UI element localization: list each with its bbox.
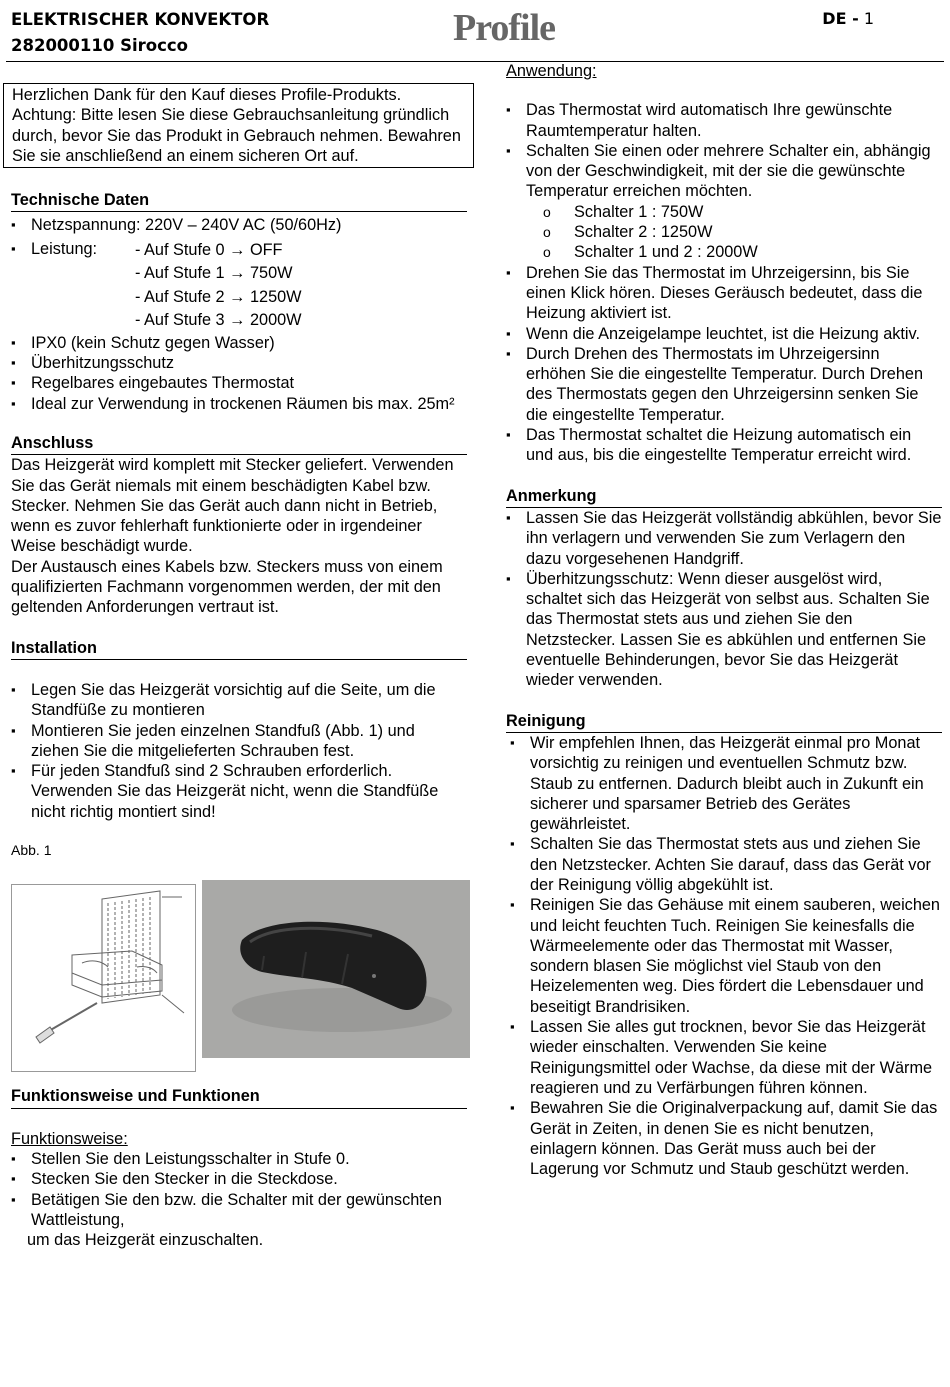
figure-1 [11, 874, 467, 1066]
arrow-right-icon: → [229, 287, 246, 306]
installation-heading: Installation [11, 638, 467, 660]
list-item: ▪ Schalten Sie einen oder mehrere Schalter ein, abhängig von der Geschwindigkeit, mit der sie die gewünschte Temperatur erreichen möchten. o Schalter 1 : 750W o Schalter 2 : 1250W o Schalter 1 und 2 : 2000W [506, 141, 942, 263]
anmerkung-heading: Anmerkung [506, 486, 942, 508]
switch-item: o Schalter 1 und 2 : 2000W [526, 242, 942, 262]
funktion-heading: Funktionsweise und Funktionen [11, 1086, 467, 1108]
page-index: 1 [863, 9, 874, 28]
switch-list [526, 202, 942, 263]
power-level: - Auf Stufe 1 → 750W [135, 264, 293, 283]
list-item: ▪ Montieren Sie jeden einzelnen Standfuß (Abb. 1) und ziehen Sie die mitgelieferten Schrauben fest. [11, 721, 451, 762]
list-item: ▪ Betätigen Sie den bzw. die Schalter mit der gewünschten Wattleistung, [11, 1190, 467, 1231]
list-item: ▪ Lassen Sie das Heizgerät vollständig abkühlen, bevor Sie ihn verlagern und verwenden Sie zum Verlagern den dazu vorgesehenen Handgriff. [506, 508, 942, 569]
list-item [11, 239, 467, 333]
list-item: ▪ Für jeden Standfuß sind 2 Schrauben erforderlich. Verwenden Sie das Heizgerät nicht, wenn die Standfüße nicht richtig montiert sind! [11, 761, 451, 822]
list-item: ▪ Das Thermostat schaltet die Heizung automatisch ein und aus, bis die eingestellte Temperatur erreicht wird. [506, 425, 942, 466]
foot-photo [202, 880, 470, 1058]
title-line-1: ELEKTRISCHER KONVEKTOR [11, 10, 270, 29]
power-level: - Auf Stufe 2 → 1250W [135, 287, 302, 306]
document-title [11, 7, 269, 59]
power-level: - Auf Stufe 3 → 2000W [135, 311, 302, 330]
power-level: - Auf Stufe 0 → OFF [135, 240, 283, 259]
switch-item: o Schalter 2 : 1250W [526, 222, 942, 242]
anschluss-text-2: Der Austausch eines Kabels bzw. Steckers muss von einem qualifizierten Fachmann vorgenommen werden, der mit den geltenden Anforderungen vertraut ist. [11, 557, 443, 617]
list-item: ▪ Schalten Sie das Thermostat stets aus und ziehen Sie den Netzstecker. Achten Sie darauf, dass das Gerät vor der Reinigung völlig abgekühlt ist. [510, 834, 942, 895]
list-item: ▪ Ideal zur Verwendung in trockenen Räumen bis max. 25m² [11, 394, 467, 414]
anwendung-subheading: Anwendung: [506, 62, 597, 80]
power-levels [31, 239, 467, 333]
list-item: ▪ IPX0 (kein Schutz gegen Wasser) [11, 333, 467, 353]
power-level-list [135, 239, 302, 333]
list-item: ▪ Überhitzungsschutz [11, 353, 467, 373]
switch-item: o Schalter 1 : 750W [526, 202, 942, 222]
funktionsweise-subheading: Funktionsweise: [11, 1129, 128, 1148]
intro-box: Herzlichen Dank für den Kauf dieses Profile-Produkts. Achtung: Bitte lesen Sie diese Gebrauchsanleitung gründlich durch, bevor Sie das Produkt in Gebrauch nehmen. Bewahren Sie sie anschließend an einem sicheren Ort auf. [3, 83, 474, 168]
arrow-right-icon: → [229, 240, 246, 259]
tech-list [11, 215, 467, 413]
language-code: DE - [822, 9, 859, 28]
funktion-continuation: um das Heizgerät einzuschalten. [27, 1231, 264, 1250]
list-item: ▪ Stecken Sie den Stecker in die Steckdose. [11, 1169, 467, 1189]
list-item: ▪ Durch Drehen des Thermostats im Uhrzeigersinn erhöhen Sie die eingestellte Temperatur. Durch Drehen des Thermostats gegen den Uhrzeigersinn senken Sie die eingestellte Temperatur. [506, 344, 942, 425]
foot-mounting-drawing [11, 884, 196, 1072]
reinigung-heading: Reinigung [506, 711, 942, 733]
power-label: ▪ Leistung: [31, 239, 98, 258]
arrow-right-icon: → [229, 311, 246, 330]
anwendung-list [506, 100, 942, 465]
list-item: ▪ Bewahren Sie die Originalverpackung auf, damit Sie das Gerät in Zeiten, in denen Sie es nicht benutzen, einlagern können. Das Gerät muss auch bei der Lagerung vor Schmutz und Staub geschützt werden. [510, 1098, 942, 1179]
reinigung-list [506, 733, 942, 1180]
list-item: ▪ Reinigen Sie das Gehäuse mit einem sauberen, weichen und leicht feuchten Tuch. Reinigen Sie keinesfalls die Wärmeelemente oder das Thermostat mit Wasser, sondern blasen Sie möglichst viel Staub von den Heizelementen weg. Dies fördert die Lebensdauer und beseitigt Brandrisiken. [510, 895, 942, 1017]
list-item: ▪ Drehen Sie das Thermostat im Uhrzeigersinn, bis Sie einen Klick hören. Dieses Geräusch bedeutet, dass die Heizung aktiviert ist. [506, 263, 942, 324]
arrow-right-icon: → [229, 264, 246, 283]
list-item: ▪ Legen Sie das Heizgerät vorsichtig auf die Seite, um die Standfüße zu montieren [11, 680, 451, 721]
installation-list [11, 680, 451, 822]
list-item: ▪ Regelbares eingebautes Thermostat [11, 373, 467, 393]
figure-label: Abb. 1 [11, 842, 52, 859]
list-item: ▪ Lassen Sie alles gut trocknen, bevor Sie das Heizgerät wieder einschalten. Verwenden Sie keine Reinigungsmittel oder Wachse, da diese mit der Wärme reagieren und zu Verfärbungen führen können. [510, 1017, 942, 1098]
list-item: ▪ Stellen Sie den Leistungsschalter in Stufe 0. [11, 1149, 467, 1169]
page-header [0, 0, 950, 64]
anmerkung-list [506, 508, 942, 691]
profile-logo: Profile [453, 7, 556, 49]
left-column [11, 83, 467, 1250]
list-item: ▪ Überhitzungsschutz: Wenn dieser ausgelöst wird, schaltet sich das Heizgerät von selbst aus. Schalten Sie das Thermostat stets aus und ziehen Sie den Netzstecker. Lassen Sie es abkühlen und entfernen Sie eventuelle Behinderungen, bevor Sie das Heizgerät wieder verwenden. [506, 569, 942, 691]
anschluss-text-1: Das Heizgerät wird komplett mit Stecker geliefert. Verwenden Sie das Gerät niemals mit einem beschädigten Kabel bzw. Stecker. Nehmen Sie das Gerät auch dann nicht in Betrieb, wenn es zuvor fehlerhaft funktionierte oder in irgendeiner Weise beschädigt wurde. [11, 456, 454, 556]
list-item: ▪ Netzspannung: 220V – 240V AC (50/60Hz) [11, 215, 467, 235]
tech-heading: Technische Daten [11, 190, 467, 212]
title-line-2: 282000110 Sirocco [11, 36, 188, 55]
funktion-list [11, 1149, 467, 1230]
list-item: ▪ Wenn die Anzeigelampe leuchtet, ist die Heizung aktiv. [506, 324, 942, 344]
right-column [506, 61, 942, 1179]
list-item: ▪ Wir empfehlen Ihnen, das Heizgerät einmal pro Monat vorsichtig zu reinigen und eventuellen Schmutz bzw. Staub zu entfernen. Dadurch bleibt auch in Zukunft ein sicherer und sparsamer Betrieb des Gerätes gewährleistet. [510, 733, 942, 834]
anschluss-heading: Anschluss [11, 433, 467, 455]
list-item: ▪ Das Thermostat wird automatisch Ihre gewünschte Raumtemperatur halten. [506, 100, 942, 141]
page-number [822, 9, 874, 28]
